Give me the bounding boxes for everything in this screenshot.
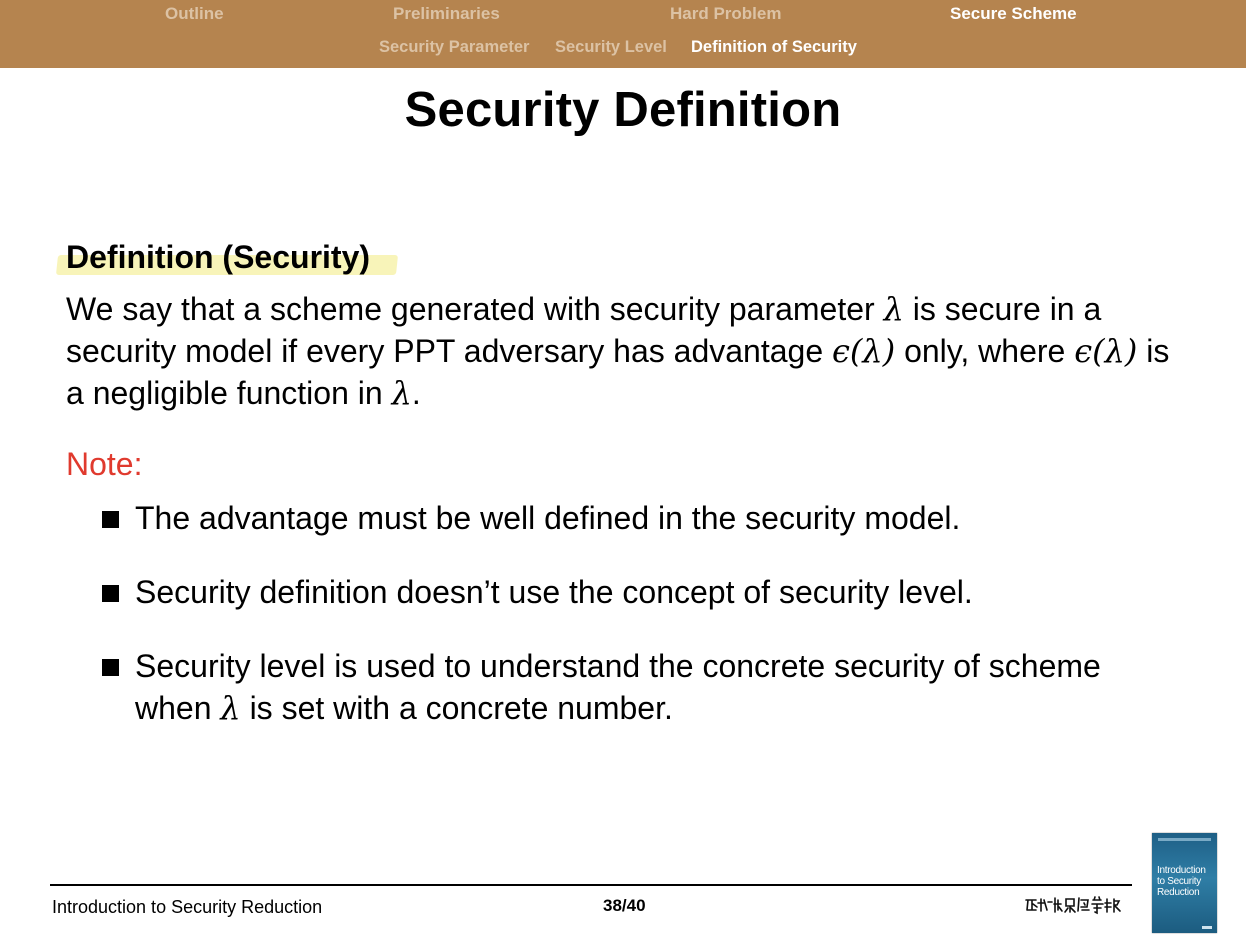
list-item — [98, 497, 1158, 539]
definition-text — [66, 288, 1196, 414]
square-bullet-icon — [102, 511, 119, 528]
epsilon-lambda-symbol: ϵ(λ) — [832, 332, 896, 370]
lambda-symbol: λ — [883, 290, 904, 328]
book-publisher-mark — [1202, 926, 1212, 929]
book-cover-title: Introduction to Security Reduction — [1157, 865, 1206, 898]
nav-section-hard-problem[interactable]: Hard Problem — [670, 4, 782, 23]
definition-text-part: We say that a scheme generated with security parameter — [66, 291, 884, 327]
slide-title: Security Definition — [404, 83, 842, 137]
page-number: 38/40 — [603, 896, 646, 915]
nav-subsection-definition-of-security[interactable]: Definition of Security — [691, 38, 857, 56]
footer-title: Introduction to Security Reduction — [52, 897, 323, 917]
bullet-text: Security level is used to understand the concrete security of scheme when — [135, 648, 1101, 726]
square-bullet-icon — [102, 585, 119, 602]
lambda-symbol: λ — [220, 689, 241, 727]
subsection-nav — [0, 33, 1246, 63]
calligraphy-logo-icon — [1024, 894, 1130, 916]
nav-subsection-security-parameter[interactable]: Security Parameter — [379, 38, 530, 56]
bullet-text: Security definition doesn’t use the concept of security level. — [135, 574, 973, 610]
book-cover-top-band — [1158, 838, 1211, 841]
definition-text-part: . — [411, 375, 421, 411]
list-item — [98, 645, 1158, 729]
definition-text-part: is secure in a security model if every PPT adversary has advantage — [66, 291, 1102, 369]
square-bullet-icon — [102, 659, 119, 676]
definition-heading: Definition (Security) — [66, 239, 371, 275]
list-item — [98, 571, 1158, 613]
section-nav — [0, 0, 1246, 27]
note-bullet-list — [98, 497, 1158, 729]
footer-divider — [50, 884, 1132, 886]
nav-subsection-security-level[interactable]: Security Level — [555, 38, 667, 56]
bullet-text: The advantage must be well defined in the security model. — [135, 500, 961, 536]
bullet-text: is set with a concrete number. — [240, 690, 673, 726]
epsilon-lambda-symbol: ϵ(λ) — [1074, 332, 1138, 370]
nav-section-preliminaries[interactable]: Preliminaries — [393, 4, 500, 23]
definition-text-part: is a negligible function in — [66, 333, 1170, 411]
top-navigation-bar — [0, 0, 1246, 68]
note-label: Note: — [66, 446, 143, 482]
book-cover-image — [1152, 833, 1217, 933]
nav-section-outline[interactable]: Outline — [165, 4, 224, 23]
lambda-symbol: λ — [391, 374, 412, 412]
nav-section-secure-scheme[interactable]: Secure Scheme — [950, 4, 1077, 23]
definition-text-part: only, where — [895, 333, 1075, 369]
